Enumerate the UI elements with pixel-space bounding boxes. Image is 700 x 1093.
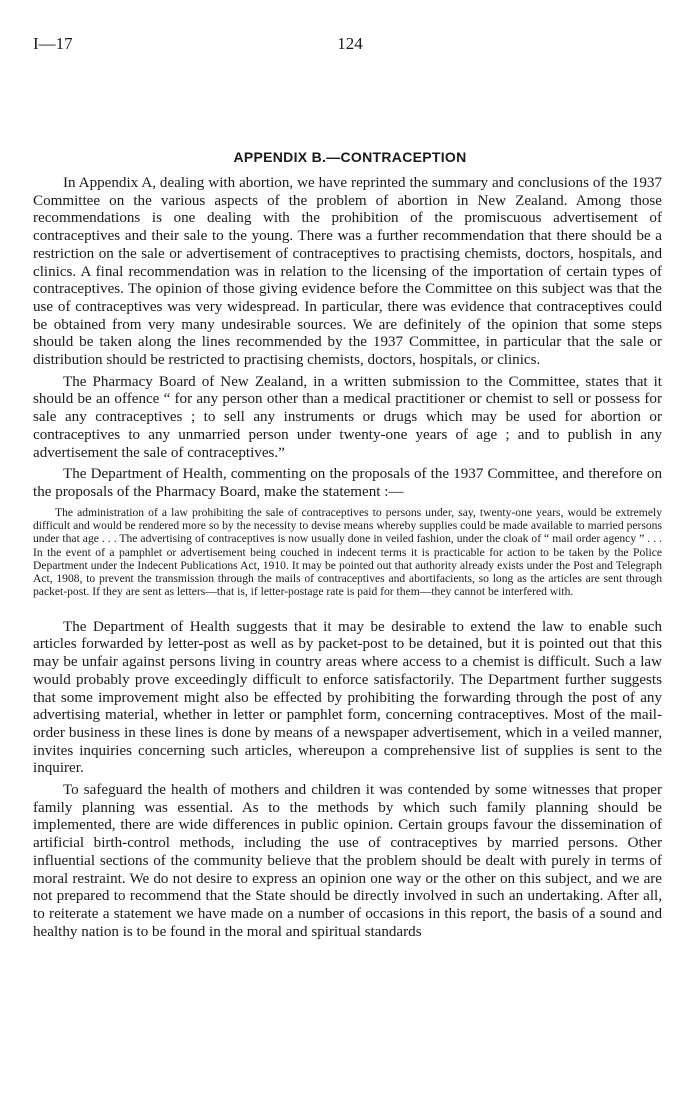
paragraph-department-of-health-statement: The Department of Health, commenting on the proposals of the 1937 Committee, and therefore on the proposals of the Pharmacy Board, make the statement :— xyxy=(33,466,662,500)
block-quote-department-of-health: The administration of a law prohibiting the sale of contraceptives to persons under, say, twenty-one years, would be extremely difficult and would be rendered more so by the necessity to devise means whereby supplies could be made available to married persons under that age . . . The advertising of contraceptives is now usually done in veiled fashion, under the cloak of “ mail order agency ” . . . In the event of a pamphlet or advertisement being couched in indecent terms it is practicable for action to be taken by the Police Department under the Indecent Publications Act, 1910. It may be pointed out that authority already exists under the Post and Telegraph Act, 1908, to prevent the transmission through the mails of contraceptives and abortifacients, so long as the articles are sent through packet-post. If they are sent as letters—that is, if letter-postage rate is paid for them—they cannot be interfered with. xyxy=(33,505,662,599)
paragraph-pharmacy-board: The Pharmacy Board of New Zealand, in a written submission to the Committee, states that it should be an offence “ for any person other than a medical practitioner or chemist to sell or possess for sale any contraceptives ; to sell any instruments or drugs which may be used for abortion or contraceptives to any unmarried person under twenty-one years of age ; and to publish in any advertisement the sale of contraceptives.” xyxy=(33,373,662,461)
page-number: 124 xyxy=(337,34,363,53)
body-text xyxy=(33,175,662,945)
paragraph-letter-post-suggestion: The Department of Health suggests that it may be desirable to extend the law to enable such articles forwarded by letter-post as well as by packet-post to be detained, but it is pointed out that this may be unfair against persons living in country areas where access to a chemist is difficult. Such a law would probably prove exceedingly difficult to enforce satisfactorily. The Department further suggests that some improvement might also be effected by prohibiting the forwarding through the post of any advertising material, whether in letter or pamphlet form, concerning contraceptives. Most of the mail-order business in these lines is done by means of a newspaper advertisement, which in a veiled manner, invites inquiries concerning such articles, whereupon a comprehensive list of supplies is sent to the inquirer. xyxy=(33,618,662,777)
paragraph-appendix-a-summary: In Appendix A, dealing with abortion, we have reprinted the summary and conclusions of the 1937 Committee on the various aspects of the problem of abortion in New Zealand. Among those recommendations is one dealing with the prohibition of the promiscuous advertisement of contraceptives and their sale to the young. There was a further recommendation that there should be a restriction on the sale or advertisement of contraceptives to practising chemists, doctors, hospitals, and clinics. A final recommendation was in relation to the licensing of the importation of certain types of contraceptives. The opinion of those giving evidence before the Committee on this subject was that the use of contraceptives was very widespread. In particular, there was evidence that contraceptives could be obtained from very many undesirable sources. We are definitely of the opinion that some steps should be taken along the lines recommended by the 1937 Committee, in particular that the sale or distribution should be restricted to practising chemists, doctors, hospitals, or clinics. xyxy=(33,175,662,369)
paragraph-family-planning: To safeguard the health of mothers and children it was contended by some witnesses that proper family planning was essential. As to the methods by which such family planning should be implemented, there are wide differences in public opinion. Certain groups favour the dissemination of artificial birth-control methods, including the use of contraceptives by married persons. Other influential sections of the community believe that the problem should be dealt with purely in terms of moral restraint. We do not desire to express an opinion one way or the other on this subject, and we are not prepared to recommend that the State should be directly involved in such an undertaking. After all, to reiterate a statement we have made on a number of occasions in this report, the basis of a sound and healthy nation is to be found in the moral and spiritual standards xyxy=(33,782,662,940)
report-reference: I—17 xyxy=(33,34,73,53)
appendix-title: APPENDIX B.—CONTRACEPTION xyxy=(233,149,467,165)
